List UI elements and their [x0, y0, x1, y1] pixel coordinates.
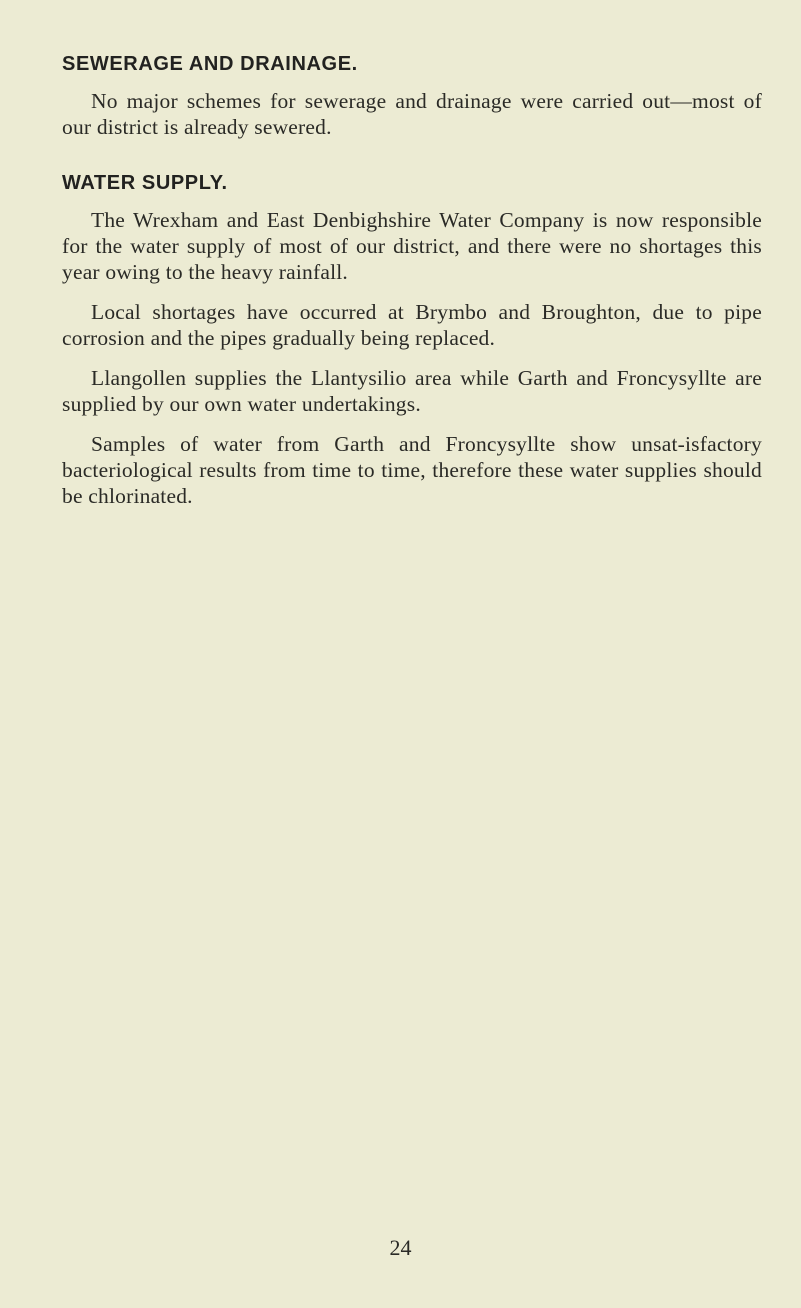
water-supply-heading: WATER SUPPLY. — [62, 172, 228, 194]
sewerage-heading: SEWERAGE AND DRAINAGE. — [62, 53, 358, 75]
water-company-paragraph: The Wrexham and East Denbighshire Water Company is now responsible for the water supply of most of our district, and there were no shortages this year owing to the heavy rainfall. — [62, 208, 762, 284]
sewerage-paragraph: No major schemes for sewerage and drainage were carried out—most of our district is already sewered. — [62, 89, 762, 139]
water-supply-section — [62, 171, 762, 509]
samples-paragraph: Samples of water from Garth and Froncysyllte show unsat-isfactory bacteriological results from time to time, therefore these water supplies should be chlorinated. — [62, 432, 762, 508]
llangollen-paragraph: Llangollen supplies the Llantysilio area while Garth and Froncysyllte are supplied by our own water undertakings. — [62, 366, 762, 416]
local-shortages-paragraph: Local shortages have occurred at Brymbo and Broughton, due to pipe corrosion and the pipes gradually being replaced. — [62, 300, 762, 350]
document-page — [62, 52, 762, 509]
page-number: 24 — [389, 1235, 412, 1260]
sewerage-section — [62, 52, 762, 140]
